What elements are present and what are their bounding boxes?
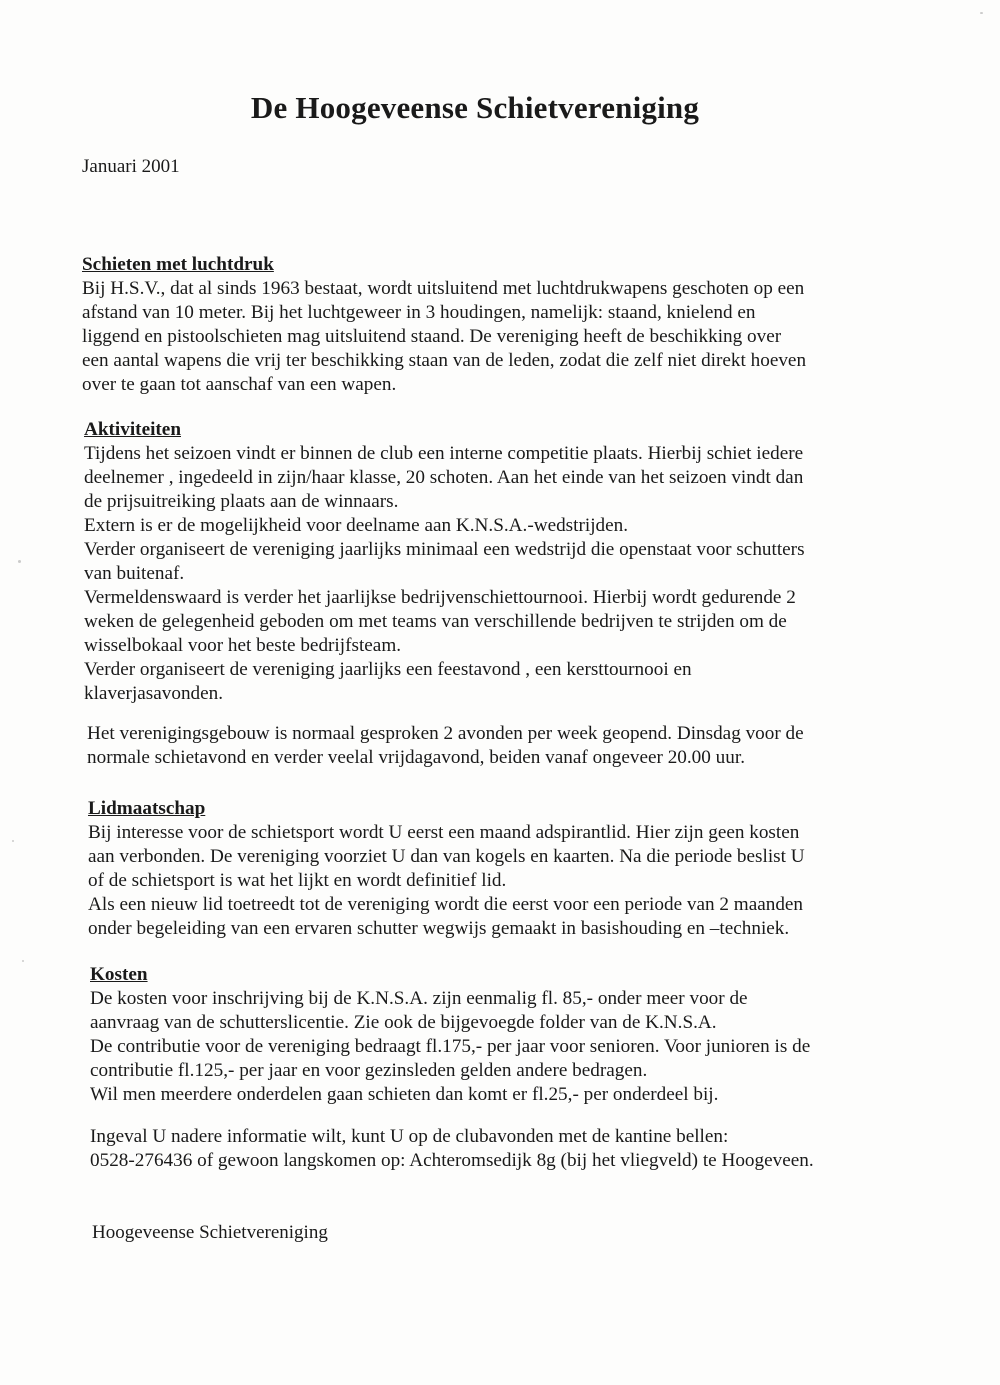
- paragraph-line: Verder organiseert de vereniging jaarlijks minimaal een wedstrijd die openstaat voor schutters: [84, 539, 805, 560]
- paragraph-line: Bij H.S.V., dat al sinds 1963 bestaat, wordt uitsluitend met luchtdrukwapens geschoten op een: [82, 278, 805, 299]
- section-kosten: [90, 963, 890, 1107]
- signature: Hoogeveense Schietvereniging: [92, 1222, 328, 1243]
- paragraph-line: Wil men meerdere onderdelen gaan schieten dan komt er fl.25,- per onderdeel bij.: [90, 1084, 719, 1105]
- section-heading-kosten: Kosten: [90, 964, 148, 985]
- paragraph-line: normale schietavond en verder veelal vrijdagavond, beiden vanaf ongeveer 20.00 uur.: [87, 747, 745, 768]
- document-title: De Hoogeveense Schietvereniging: [250, 90, 700, 125]
- paragraph-line: onder begeleiding van een ervaren schutter wegwijs gemaakt in basishouding en –techniek.: [88, 918, 790, 939]
- section-lidmaatschap: [88, 797, 888, 941]
- paragraph-line: Als een nieuw lid toetreedt tot de vereniging wordt die eerst voor een periode van 2 maanden: [88, 894, 804, 915]
- paragraph-line: Bij interesse voor de schietsport wordt U eerst een maand adspirantlid. Hier zijn geen kosten: [88, 822, 800, 843]
- paragraph-line: aanvraag van de schutterslicentie. Zie ook de bijgevoegde folder van de K.N.S.A.: [90, 1012, 717, 1033]
- section-contact: [90, 1125, 890, 1173]
- paragraph-line: Ingeval U nadere informatie wilt, kunt U op de clubavonden met de kantine bellen:: [90, 1126, 729, 1147]
- paragraph-line: Vermeldenswaard is verder het jaarlijkse bedrijvenschiettournooi. Hierbij wordt gedurende 2: [84, 587, 796, 608]
- paragraph-line: wisselbokaal voor het beste bedrijfsteam.: [84, 635, 402, 656]
- paragraph-line: Het verenigingsgebouw is normaal gesproken 2 avonden per week geopend. Dinsdag voor de: [87, 723, 804, 744]
- scan-speck: [980, 12, 983, 14]
- paragraph-line: een aantal wapens die vrij ter beschikking staan van de leden, zodat die zelf niet direkt hoeven: [82, 350, 807, 371]
- paragraph-line: weken de gelegenheid geboden om met teams van verschillende bedrijven te strijden om de: [84, 611, 787, 632]
- paragraph-line: klaverjasavonden.: [84, 683, 224, 704]
- paragraph-line: De kosten voor inschrijving bij de K.N.S.A. zijn eenmalig fl. 85,- onder meer voor de: [90, 988, 748, 1009]
- paragraph-line: liggend en pistoolschieten mag uitsluitend staand. De vereniging heeft de beschikking over: [82, 326, 782, 347]
- section-heading-luchtdruk: Schieten met luchtdruk: [82, 254, 274, 275]
- paragraph-line: deelnemer , ingedeeld in zijn/haar klasse, 20 schoten. Aan het einde van het seizoen vindt dan: [84, 467, 804, 488]
- paragraph-line: De contributie voor de vereniging bedraagt fl.175,- per jaar voor senioren. Voor junioren is de: [90, 1036, 811, 1057]
- paragraph-line: Verder organiseert de vereniging jaarlijks een feestavond , een kersttournooi en: [84, 659, 692, 680]
- section-gebouw: [87, 722, 887, 770]
- paragraph-line: afstand van 10 meter. Bij het luchtgeweer in 3 houdingen, namelijk: staand, knielend en: [82, 302, 756, 323]
- section-luchtdruk: [82, 253, 882, 397]
- paragraph-line: de prijsuitreiking plaats aan de winnaars.: [84, 491, 399, 512]
- scan-speck: [18, 560, 21, 563]
- paragraph-line: 0528-276436 of gewoon langskomen op: Achteromsedijk 8g (bij het vliegveld) te Hoogeveen.: [90, 1150, 814, 1171]
- paragraph-line: Tijdens het seizoen vindt er binnen de club een interne competitie plaats. Hierbij schiet iedere: [84, 443, 804, 464]
- section-heading-aktiviteiten: Aktiviteiten: [84, 419, 181, 440]
- paragraph-line: van buitenaf.: [84, 563, 185, 584]
- paragraph-line: aan verbonden. De vereniging voorziet U dan van kogels en kaarten. Na die periode beslist U: [88, 846, 805, 867]
- paragraph-line: Extern is er de mogelijkheid voor deelname aan K.N.S.A.-wedstrijden.: [84, 515, 629, 536]
- paragraph-line: contributie fl.125,- per jaar en voor gezinsleden gelden andere bedragen.: [90, 1060, 648, 1081]
- paragraph-line: of de schietsport is wat het lijkt en wordt definitief lid.: [88, 870, 507, 891]
- scan-speck: [12, 840, 14, 842]
- document-date: Januari 2001: [82, 156, 180, 177]
- section-aktiviteiten: [84, 418, 884, 706]
- section-heading-lidmaatschap: Lidmaatschap: [88, 798, 206, 819]
- scan-speck: [22, 960, 24, 962]
- paragraph-line: over te gaan tot aanschaf van een wapen.: [82, 374, 397, 395]
